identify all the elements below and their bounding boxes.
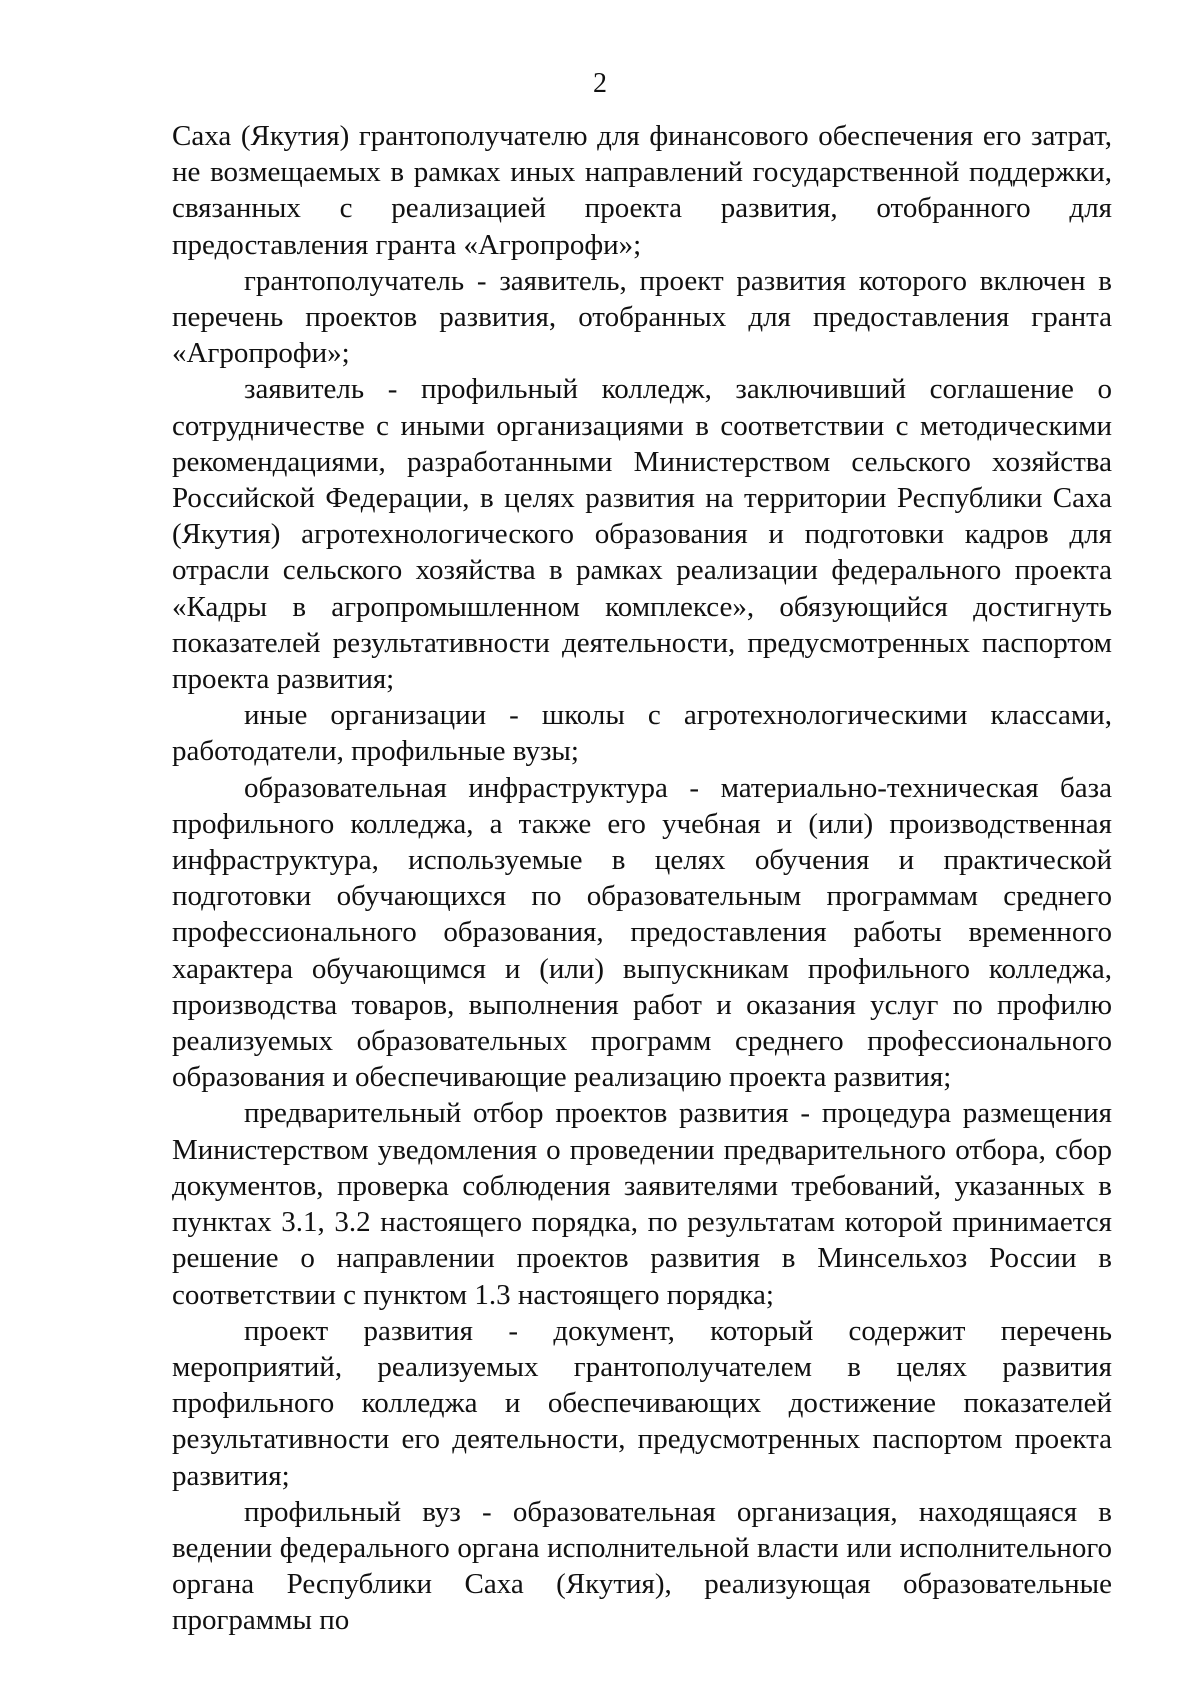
paragraph-definition-applicant: заявитель - профильный колледж, заключивший соглашение о сотрудничестве с иными организациями в соответствии с методическими рекомендациями, разработанными Министерством сельского хозяйства Российской Федерации, в целях развития на территории Республики Саха (Якутия) агротехнологического образования и подготовки кадров для отрасли сельского хозяйства в рамках реализации федерального проекта «Кадры в агропромышленном комплексе», обязующийся достигнуть показателей результативности деятельности, предусмотренных паспортом проекта развития; [172, 373, 1112, 696]
paragraph-definition-preliminary-selection: предварительный отбор проектов развития - процедура размещения Министерством уведомления о проведении предварительного отбора, сбор документов, проверка соблюдения заявителями требований, указанных в пунктах 3.1, 3.2 настоящего порядка, по результатам которой принимается решение о направлении проектов развития в Минсельхоз России в соответствии с пунктом 1.3 настоящего порядка; [172, 1097, 1112, 1311]
page-number: 2 [593, 68, 607, 99]
paragraph-continuation: Саха (Якутия) грантополучателю для финансового обеспечения его затрат, не возмещаемых в рамках иных направлений государственной поддержки, связанных с реализацией проекта развития, отобранного для предоставления гранта «Агропрофи»; [172, 120, 1112, 261]
paragraph-definition-development-project: проект развития - документ, который содержит перечень мероприятий, реализуемых грантополучателем в целях развития профильного колледжа и обеспечивающих достижение показателей результативности его деятельности, предусмотренных паспортом проекта развития; [172, 1314, 1112, 1492]
paragraph-definition-specialized-university: профильный вуз - образовательная организация, находящаяся в ведении федерального органа исполнительной власти или исполнительного органа Республики Саха (Якутия), реализующая образовательные программы по [172, 1495, 1112, 1637]
paragraph-definition-educational-infrastructure: образовательная инфраструктура - материально-техническая база профильного колледжа, а также его учебная и (или) производственная инфраструктура, используемые в целях обучения и практической подготовки обучающихся по образовательным программам среднего профессионального образования, предоставления работы временного характера обучающимся и (или) выпускникам профильного колледжа, производства товаров, выполнения работ и оказания услуг по профилю реализуемых образовательных программ среднего профессионального образования и обеспечивающие реализацию проекта развития; [172, 771, 1112, 1094]
paragraph-definition-other-organizations: иные организации - школы с агротехнологическими классами, работодатели, профильные вузы; [172, 699, 1112, 768]
document-body [172, 118, 1112, 1639]
paragraph-definition-grant-recipient: грантополучатель - заявитель, проект развития которого включен в перечень проектов развития, отобранных для предоставления гранта «Агропрофи»; [172, 264, 1112, 370]
